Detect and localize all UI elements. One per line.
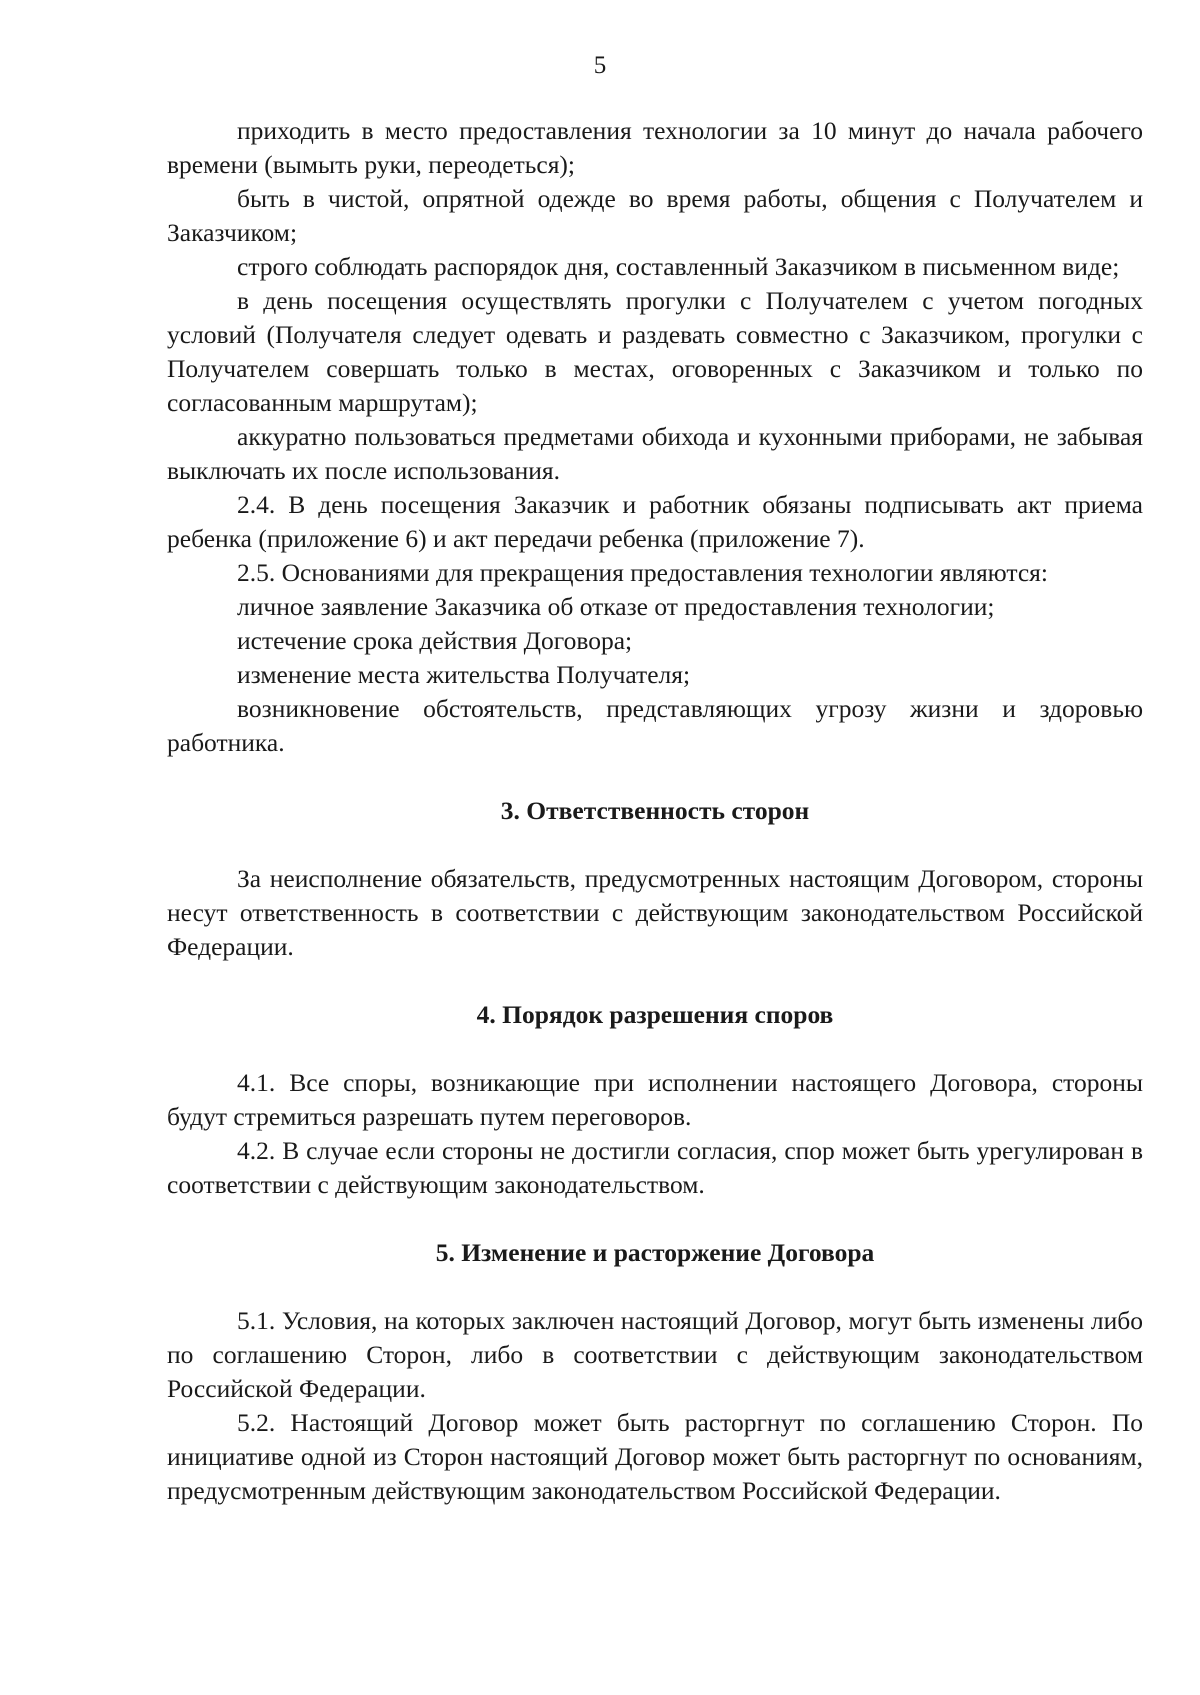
paragraph: истечение срока действия Договора; [237, 626, 633, 655]
document-body [167, 114, 1143, 1508]
section-heading: 5. Изменение и расторжение Договора [435, 1238, 875, 1267]
section-heading: 3. Ответственность сторон [500, 796, 810, 825]
page-number: 5 [593, 52, 607, 79]
paragraph: 4.1. Все споры, возникающие при исполнении настоящего Договора, стороны будут стремиться разрешать путем переговоров. [167, 1068, 1143, 1131]
paragraph: 4.2. В случае если стороны не достигли согласия, спор может быть урегулирован в соответствии с действующим законодательством. [167, 1136, 1143, 1199]
paragraph: приходить в место предоставления технологии за 10 минут до начала рабочего времени (вымыть руки, переодеться); [167, 116, 1143, 179]
section-heading: 4. Порядок разрешения споров [476, 1000, 834, 1029]
paragraph: строго соблюдать распорядок дня, составленный Заказчиком в письменном виде; [237, 252, 1120, 281]
paragraph: 5.2. Настоящий Договор может быть расторгнут по соглашению Сторон. По инициативе одной из Сторон настоящий Договор может быть расторгнут по основаниям, предусмотренным действующим законодательством Российской Федерации. [167, 1408, 1143, 1505]
paragraph: личное заявление Заказчика об отказе от предоставления технологии; [237, 592, 995, 621]
paragraph: 2.5. Основаниями для прекращения предоставления технологии являются: [237, 558, 1048, 587]
paragraph: быть в чистой, опрятной одежде во время работы, общения с Получателем и Заказчиком; [167, 184, 1143, 247]
paragraph: аккуратно пользоваться предметами обихода и кухонными приборами, не забывая выключать их после использования. [167, 422, 1143, 485]
paragraph: 5.1. Условия, на которых заключен настоящий Договор, могут быть изменены либо по соглашению Сторон, либо в соответствии с действующим законодательством Российской Федерации. [167, 1306, 1143, 1403]
paragraph: 2.4. В день посещения Заказчик и работник обязаны подписывать акт приема ребенка (приложение 6) и акт передачи ребенка (приложение 7). [167, 490, 1143, 553]
paragraph: изменение места жительства Получателя; [237, 660, 691, 689]
paragraph: За неисполнение обязательств, предусмотренных настоящим Договором, стороны несут ответственность в соответствии с действующим законодательством Российской Федерации. [167, 864, 1143, 961]
paragraph: возникновение обстоятельств, представляющих угрозу жизни и здоровью работника. [167, 694, 1143, 757]
paragraph: в день посещения осуществлять прогулки с Получателем с учетом погодных условий (Получателя следует одевать и раздевать совместно с Заказчиком, прогулки с Получателем совершать только в местах, оговоренных с Заказчиком и только по согласованным маршрутам); [167, 286, 1143, 417]
